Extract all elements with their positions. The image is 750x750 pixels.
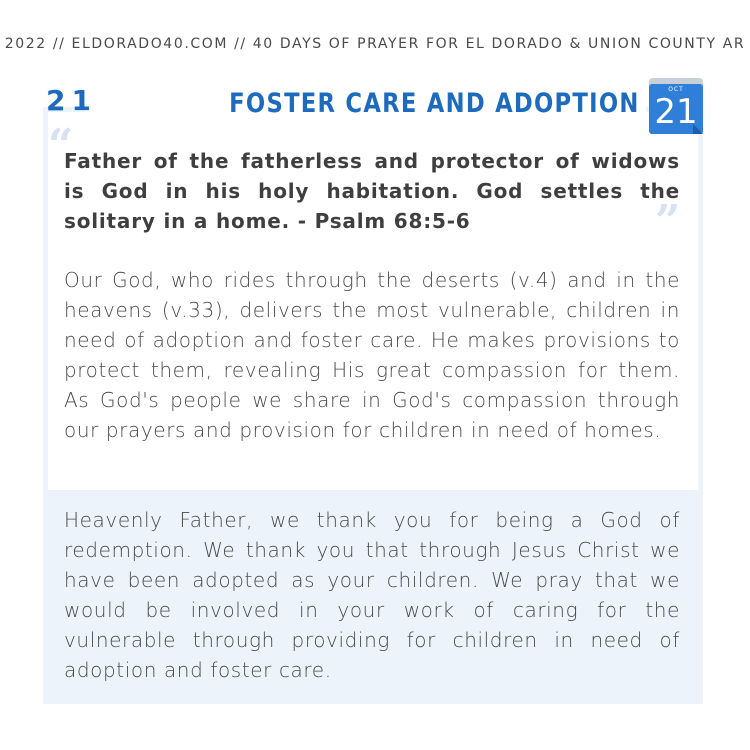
calendar-month: OCT (668, 86, 684, 93)
calendar-icon (649, 78, 703, 134)
calendar-page (649, 84, 703, 134)
header-topline: 2022 // ELDORADO40.COM // 40 DAYS OF PRAYER FOR EL DORADO & UNION COUNTY AR (4, 36, 746, 52)
calendar-day: 21 (654, 92, 698, 132)
reflection-paragraph: Our God, who rides through the deserts (v.4) and in the heavens (v.33), delivers the most vulnerable, children in need of adoption and foster care. He makes provisions to protect them, revealing His great compassion for them. As God's people we share in God's compassion through our prayers and provision for children in need of homes. (64, 268, 680, 442)
open-quote-icon: “ (48, 120, 74, 171)
day-number: 21 (46, 84, 97, 117)
close-quote-icon: ” (655, 196, 681, 247)
prayer-paragraph: Heavenly Father, we thank you for being a God of redemption. We thank you that through Jesus Christ we have been adopted as your children. We pray that we would be involved in your work of caring for the vulnerable through providing for children in need of adoption and foster care. (64, 508, 680, 682)
calendar-page-fold (693, 124, 703, 134)
scripture-verse: Father of the fatherless and protector of widows is God in his holy habitation. God settles the solitary in a home. - Psalm 68:5-6 (64, 149, 680, 233)
page-title: FOSTER CARE AND ADOPTION (229, 88, 640, 119)
